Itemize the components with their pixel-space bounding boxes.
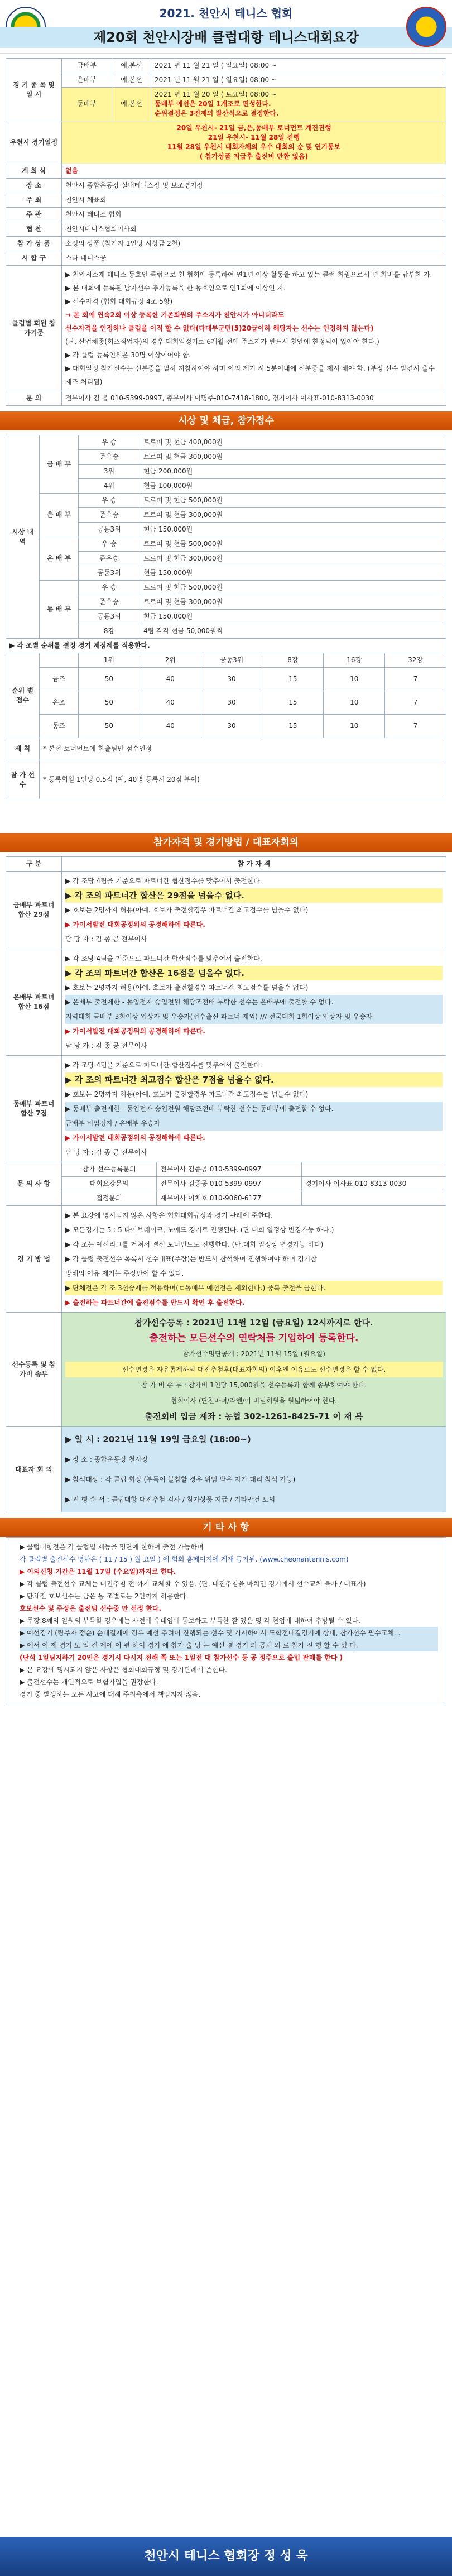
schedule-group: 은배부 bbox=[62, 73, 112, 88]
score-cell: 15 bbox=[262, 691, 324, 715]
entry-line: 참 가 비 송 부 : 참가비 1인당 15,000원을 선수등록과 함께 송부하여야 한다. bbox=[141, 1381, 367, 1389]
prize-amount: 현금 150,000원 bbox=[140, 610, 446, 624]
rules-label: 세 칙 bbox=[6, 738, 40, 760]
prize-amount: 현금 200,000원 bbox=[140, 465, 446, 479]
prize-amount: 트로피 및 현금 500,000원 bbox=[140, 581, 446, 595]
prize-rank: 4위 bbox=[79, 479, 140, 494]
inquiry-row bbox=[6, 391, 446, 406]
prize-group-name: 은 배 부 bbox=[40, 494, 79, 537]
bronze-line: 담 당 자 : 김 종 공 전무이사 bbox=[65, 1148, 147, 1156]
prize-rank: 준우승 bbox=[79, 595, 140, 610]
score-cell: 50 bbox=[79, 668, 140, 691]
score-header: 8강 bbox=[262, 653, 324, 668]
prize-rank: 준우승 bbox=[79, 508, 140, 523]
prize-group-name: 금 배 부 bbox=[40, 435, 79, 494]
entry-line: 선수변경은 자유롭게하되 대진추첨후(대표자회의) 이후엔 이유로도 선수변경은 할 수 없다. bbox=[65, 1362, 443, 1377]
rank-note-row bbox=[6, 639, 446, 653]
rep-row bbox=[6, 1427, 446, 1512]
info-value: 천안시 테니스 협회 bbox=[62, 208, 446, 222]
contact-person: 전무이사 김종공 010-5399-0997 bbox=[157, 1162, 302, 1177]
score-row bbox=[6, 668, 446, 691]
info-row bbox=[6, 208, 446, 222]
silver-line: ▶ 가이서발전 대회공정위의 공경해하에 따른다. bbox=[65, 1027, 205, 1035]
score-cell: 40 bbox=[140, 668, 201, 691]
inquiry-label: 문 의 bbox=[6, 391, 62, 406]
prize-side-label: 시상 내역 bbox=[6, 435, 40, 639]
match-value bbox=[62, 1206, 446, 1313]
prize-section-title: 시상 및 체급, 참가점수 bbox=[0, 411, 452, 430]
score-cell: 40 bbox=[140, 715, 201, 738]
rain-line: 11월 28일 우천시 대회자체의 우수 대회의 순 및 연기통보 bbox=[167, 143, 341, 151]
bronze-row bbox=[6, 1056, 446, 1162]
bronze-line: ▶ 각 조의 파트너간 최고점수 합산은 7점을 넘을수 없다. bbox=[65, 1072, 443, 1087]
info-row bbox=[6, 179, 446, 193]
info-value: 천안시 종합운동장 실내테니스장 및 보조경기장 bbox=[62, 179, 446, 193]
score-cell: 7 bbox=[385, 715, 446, 738]
schedule-group: 동배부 bbox=[62, 88, 112, 121]
prize-table bbox=[6, 435, 446, 653]
info-label: 주 최 bbox=[6, 193, 62, 208]
info-row bbox=[6, 222, 446, 237]
score-cell: 50 bbox=[79, 691, 140, 715]
qualify-row bbox=[6, 266, 446, 391]
bronze-line: ▶ 동배부 출전제한 - 동입전자 승입전원 해당조전배 부탁한 선수는 동배부에 출전할 수 없다. bbox=[65, 1102, 443, 1116]
rules-row bbox=[6, 738, 446, 760]
contact-extra bbox=[302, 1191, 446, 1206]
etc-line: ▶ 출전선수는 개인적으로 보험가입을 권장한다. bbox=[20, 1678, 158, 1686]
score-row-name: 금조 bbox=[40, 668, 79, 691]
bronze-line: 금배부 비입정자 / 은배부 우승자 bbox=[65, 1116, 443, 1131]
gold-line: ▶ 가이서발전 대회공정위의 공경해하에 따른다. bbox=[65, 921, 205, 928]
prize-amount: 현금 100,000원 bbox=[140, 479, 446, 494]
schedule-label: 경 기 종 목 및 일 시 bbox=[6, 59, 62, 121]
rain-line: ( 참가상품 지급후 출전비 반환 없음) bbox=[199, 152, 309, 160]
etc-line: ▶ 예선경기 (팀주자 정순) 순대결재에 경우 예선 추려어 진행되는 선수 및 거시하에서 도학전대결경기에 상대, 참가선수 필수교체... bbox=[20, 1627, 438, 1639]
apply-label: 참 가 선 수 bbox=[6, 760, 40, 799]
info-label: 계 회 식 bbox=[6, 164, 62, 179]
entry-value bbox=[62, 1313, 446, 1427]
silver-label: 은배부 파트너 합산 16점 bbox=[6, 949, 62, 1056]
schedule-kind: 예,본선 bbox=[112, 59, 151, 73]
score-row-name: 은조 bbox=[40, 691, 79, 715]
etc-line: ▶ 단체전 호보선수는 금은 동 조별로는 2인까지 허용한다. bbox=[20, 1592, 189, 1600]
etc-line: 경기 중 발생하는 모든 사고에 대해 주최측에서 책임지지 않음. bbox=[20, 1691, 201, 1698]
footer-signature: 천안시 테니스 협회장 정 성 욱 bbox=[0, 2537, 452, 2576]
rep-value bbox=[62, 1427, 446, 1512]
etc-line: ▶ 각 클럽 출전선수 교체는 대진추첨 전 까지 교체할 수 있음. (단, 대진추첨을 마치면 경기에서 선수교체 불가 / 대표자) bbox=[20, 1580, 366, 1588]
qualify-line: 선수자격을 인정하나 클럽을 이적 할 수 없다(다대부군민(5)20급이하 해당자는 선수는 인정하지 않는다) bbox=[65, 324, 374, 332]
score-row bbox=[6, 691, 446, 715]
score-cell: 10 bbox=[324, 691, 385, 715]
prize-amount: 트로피 및 현금 500,000원 bbox=[140, 537, 446, 552]
prize-rank: 우 승 bbox=[79, 494, 140, 508]
schedule-kind: 예,본선 bbox=[112, 88, 151, 121]
schedule-date: 2021 년 11 월 21 일 ( 일요일) 08:00 ~ bbox=[151, 59, 446, 73]
info-row bbox=[6, 164, 446, 179]
rep-line: ▶ 진 행 순 서 : 클럽대항 대진추첨 검사 / 참가상품 지급 / 기타안건 토의 bbox=[65, 1496, 276, 1504]
rank-note: ▶ 각 조별 순위를 결정 경기 체점제를 적용한다. bbox=[6, 639, 446, 653]
info-label: 주 관 bbox=[6, 208, 62, 222]
schedule-date: 2021 년 11 월 21 일 ( 일요일) 08:00 ~ bbox=[151, 73, 446, 88]
score-cell: 30 bbox=[201, 691, 262, 715]
info-row bbox=[6, 251, 446, 266]
match-line: 방해의 이유 제기는 주장만이 할 수 있다. bbox=[65, 1270, 184, 1277]
silver-row bbox=[6, 949, 446, 1056]
prize-rank: 준우승 bbox=[79, 450, 140, 465]
gold-line: ▶ 각 조당 4팀을 기준으로 파트너간 협산점수를 맞추어서 출전한다. bbox=[65, 877, 262, 885]
contact-row bbox=[6, 1177, 446, 1191]
bronze-line: ▶ 호보는 2명까지 허용(아예. 호보가 출전할경우 파트너간 최고점수를 넘을수 없다) bbox=[65, 1090, 309, 1098]
etc-line: ▶ 에서 이 제 경기 또 일 전 제에 이 편 하여 경기 에 참가 출 당 는 예선 결 경기 의 공체 외 로 참가 진 행 할 수 있 다. bbox=[20, 1639, 438, 1651]
info-label: 장 소 bbox=[6, 179, 62, 193]
entry-line: 출전회비 입금 계좌 : 농협 302-1261-8425-71 이 재 복 bbox=[145, 1411, 363, 1421]
contact-role: 대회요강문의 bbox=[62, 1177, 157, 1191]
gold-line: 담 당 자 : 김 종 공 전무이사 bbox=[65, 935, 147, 943]
method-head-row bbox=[6, 857, 446, 872]
match-line: ▶ 각 조는 예선리그를 거쳐서 결선 토너먼트로 진행한다. (단,대회 일정상 변경가능 하다) bbox=[65, 1241, 324, 1248]
method-section-title: 참가자격 및 경기방법 / 대표자회의 bbox=[0, 833, 452, 852]
bronze-note: 동배부 예선은 20일 1개조로 편성한다. bbox=[155, 100, 271, 108]
gold-value bbox=[62, 872, 446, 949]
schedule-row-bronze bbox=[6, 88, 446, 121]
prize-rank: 우 승 bbox=[79, 435, 140, 450]
silver-line: ▶ 호보는 2명까지 허용(아예. 호보가 출전할경우 파트너간 최고점수를 넘을수 없다) bbox=[65, 984, 309, 992]
qualify-line: ▶ 천안시소재 테니스 동호인 클럽으로 천 협회에 등록하여 연1년 이상 활동을 하고 있는 클럽 회원으로서 년 회비를 납부한 자. bbox=[65, 271, 432, 279]
header-org-title: 2021. 천안시 테니스 협회 bbox=[159, 7, 293, 20]
bronze-note: 순위결정은 3전제의 발산식으로 결정한다. bbox=[155, 109, 279, 117]
info-value: 스타 테니스공 bbox=[62, 251, 446, 266]
info-value: 천안시테니스협회이사회 bbox=[62, 222, 446, 237]
rain-label: 우천시 경기일정 bbox=[6, 121, 62, 164]
schedule-group: 금배부 bbox=[62, 59, 112, 73]
match-label: 경 기 방 법 bbox=[6, 1206, 62, 1313]
info-value: 천안시 체육회 bbox=[62, 193, 446, 208]
prize-rank: 우 승 bbox=[79, 581, 140, 595]
etc-line: ▶ 클럽대항전은 각 클럽별 재능을 명단에 한하여 출전 가능하며 bbox=[20, 1543, 204, 1551]
gold-line: ▶ 호보는 2명까지 허용(아예. 호보가 출전할경우 파트너간 최고점수를 넘을수 없다) bbox=[65, 906, 309, 914]
prize-rank: 우 승 bbox=[79, 537, 140, 552]
match-line: ▶ 각 클럽 출전선수 목록시 선수대표(주장)는 반드시 참석하여 진행하여야 하며 경기참 bbox=[65, 1255, 317, 1263]
prize-row bbox=[6, 435, 446, 450]
etc-line: ▶ 이의신청 기간은 11월 17일 (수요일)까지로 한다. bbox=[20, 1568, 176, 1576]
score-header: 16강 bbox=[324, 653, 385, 668]
gold-label: 금배부 파트너 합산 29점 bbox=[6, 872, 62, 949]
contact-table bbox=[6, 1162, 446, 1512]
contact-row bbox=[6, 1191, 446, 1206]
rain-line: 20일 우천시- 21일 금,은,동배부 토너먼트 계진진행 bbox=[176, 124, 331, 132]
score-cell: 15 bbox=[262, 715, 324, 738]
score-row-name: 동조 bbox=[40, 715, 79, 738]
score-cell: 7 bbox=[385, 668, 446, 691]
silver-line: ▶ 각 조의 파트너간 합산은 16점을 넘을수 없다. bbox=[65, 966, 443, 980]
contact-person: 재무이사 이채호 010-9060-6177 bbox=[157, 1191, 302, 1206]
silver-line: ▶ 각 조당 4팀을 기준으로 파트너간 합산점수를 맞추어서 출전한다. bbox=[65, 955, 262, 963]
rain-line: 21일 우천시- 11월 28일 진행 bbox=[208, 133, 300, 141]
overview-table bbox=[6, 58, 446, 406]
entry-line: 참가선수명단공개 : 2021년 11월 15일 (월요일) bbox=[182, 1350, 325, 1358]
rules-value: * 본선 토너먼트에 한출팀만 점수인정 bbox=[40, 738, 446, 760]
match-line: ▶ 모든경기는 5 : 5 타이브레이크, 노에드 경기로 진행된다. (단 대회 일정상 변경가능 하다.) bbox=[65, 1226, 334, 1234]
apply-row bbox=[6, 760, 446, 799]
rep-line: ▶ 참석대상 : 각 클럽 회장 (부득이 불참할 경우 위임 받은 자가 대리 참석 가능) bbox=[65, 1476, 296, 1483]
etc-notes bbox=[6, 1537, 446, 1704]
rain-row bbox=[6, 121, 446, 164]
match-line: ▶ 본 요강에 명시되지 않은 사항은 협회대회규정과 경기 관례에 준한다. bbox=[65, 1212, 273, 1219]
etc-line: ▶ 주장 8쨰의 일원의 부득할 경우에는 사전에 유대임에 통보하고 부득한 잘 있은 명 각 현업에 대하여 추방될 수 있다. bbox=[20, 1617, 360, 1625]
etc-section-title: 기 타 사 항 bbox=[0, 1518, 452, 1537]
schedule-row-gold bbox=[6, 59, 446, 73]
header-main-title: 제20회 천안시장배 클럽대항 테니스대회요강 bbox=[0, 27, 452, 48]
schedule-kind: 예,본선 bbox=[112, 73, 151, 88]
prize-rank: 공동3위 bbox=[79, 566, 140, 581]
prize-amount: 트로피 및 현금 400,000원 bbox=[140, 435, 446, 450]
contact-extra bbox=[302, 1162, 446, 1177]
header bbox=[0, 0, 452, 54]
bronze-value bbox=[62, 1056, 446, 1162]
score-cell: 15 bbox=[262, 668, 324, 691]
prize-amount: 트로피 및 현금 300,000원 bbox=[140, 595, 446, 610]
contact-person: 전무이사 김종공 010-5399-0997 bbox=[157, 1177, 302, 1191]
score-cell: 7 bbox=[385, 691, 446, 715]
contact-extra: 경기이사 이사표 010-8313-0030 bbox=[302, 1177, 446, 1191]
prize-group-name: 은 배 부 bbox=[40, 537, 79, 581]
qualify-line: (단, 산업체종(회조직업자)의 경우 대회일정기로 6개월 전에 주소지가 반드시 천안에 한정되어 있어야 한다.) bbox=[65, 338, 379, 346]
contact-role: 접점문의 bbox=[62, 1191, 157, 1206]
entry-row bbox=[6, 1313, 446, 1427]
prize-amount: 현금 150,000원 bbox=[140, 523, 446, 537]
prize-rank: 3위 bbox=[79, 465, 140, 479]
prize-row bbox=[6, 581, 446, 595]
match-row bbox=[6, 1206, 446, 1313]
etc-line: (단석 1일팀지하기 20인은 경기시 다시지 전해 쪽 또는 1일전 대 참가선수 등 공 정주으로 출입 판매를 한다 ) bbox=[20, 1654, 343, 1662]
qualify-line: ▶ 대회일정 참가선수는 신분증을 필히 지참하여야 하며 이의 제기 시 5분이내에 신분증을 제시 해야 함. (부정 선수 발견시 출수 제조 처리됨) bbox=[65, 365, 435, 386]
entry-line: 출전하는 모든선수의 연락처를 기입하여 등록한다. bbox=[149, 1333, 359, 1344]
prize-amount: 트로피 및 현금 500,000원 bbox=[140, 494, 446, 508]
entry-label: 선수등록 및 참가비 송부 bbox=[6, 1313, 62, 1427]
apply-value: * 등록회원 1인당 0.5점 (예, 40명 등록시 20점 부여) bbox=[40, 760, 446, 799]
info-value: 소정의 상품 (참가자 1인당 시상금 2천) bbox=[62, 237, 446, 251]
info-label: 시 합 구 bbox=[6, 251, 62, 266]
silver-value bbox=[62, 949, 446, 1056]
contact-row bbox=[6, 1162, 446, 1177]
silver-line: ▶ 은배부 출전제한 - 동입전자 승입전원 해당조전배 부탁한 선수는 은배부에 출전할 수 없다. bbox=[65, 995, 443, 1009]
bronze-line: ▶ 가이서발전 대회공정위의 공경해하에 따른다. bbox=[65, 1134, 205, 1142]
score-cell: 30 bbox=[201, 715, 262, 738]
rep-label: 대표자 회 의 bbox=[6, 1427, 62, 1512]
method-head-col2: 참 가 자 격 bbox=[62, 857, 446, 872]
prize-amount: 4팀 각각 현금 50,000원씩 bbox=[140, 624, 446, 639]
score-cell: 10 bbox=[324, 715, 385, 738]
info-value: 없음 bbox=[62, 164, 446, 179]
prize-rank: 8강 bbox=[79, 624, 140, 639]
prize-amount: 트로피 및 현금 300,000원 bbox=[140, 450, 446, 465]
etc-line: 호보선수 및 주장은 출전팀 선수중 만 선정 한다. bbox=[20, 1605, 162, 1612]
score-cell: 40 bbox=[140, 691, 201, 715]
schedule-date-bronze bbox=[151, 88, 446, 121]
score-label: 순위 별 점수 bbox=[6, 653, 40, 738]
qualify-line: → 본 회에 연속2회 이상 등록한 기존회원의 주소지가 천안시가 아니더라도 bbox=[65, 311, 285, 319]
entry-line: 협회이사 (단천마녀/라엔/이 비닐회원을 원넓하여야 한다. bbox=[170, 1397, 338, 1405]
info-label: 협 찬 bbox=[6, 222, 62, 237]
qualify-line: ▶ 각 클럽 등록인원은 30명 이상이어야 함. bbox=[65, 351, 191, 359]
gold-line: ▶ 각 조의 파트너간 합산은 29점을 넘을수 없다. bbox=[65, 888, 443, 903]
silver-line: 담 당 자 : 김 종 공 전무이사 bbox=[65, 1042, 147, 1050]
info-row bbox=[6, 237, 446, 251]
method-head-col1: 구 분 bbox=[6, 857, 62, 872]
score-table bbox=[6, 653, 446, 799]
method-table bbox=[6, 856, 446, 1162]
prize-group-name: 동 배 부 bbox=[40, 581, 79, 639]
prize-amount: 트로피 및 현금 300,000원 bbox=[140, 552, 446, 566]
association-logo-right bbox=[406, 7, 446, 47]
score-header-row bbox=[6, 653, 446, 668]
schedule-date: 2021 년 11 월 20 일 ( 토요일) 08:00 ~ bbox=[155, 90, 277, 98]
prize-rank: 공동3위 bbox=[79, 523, 140, 537]
rep-line: ▶ 일 시 : 2021년 11월 19일 금요일 (18:00~) bbox=[65, 1434, 251, 1444]
qualify-label: 클럽별 회원 참가기준 bbox=[6, 266, 62, 391]
rep-line: ▶ 장 소 : 종합운동장 천사장 bbox=[65, 1455, 148, 1463]
bronze-label: 동배부 파트너 합산 7점 bbox=[6, 1056, 62, 1162]
prize-amount: 현금 150,000원 bbox=[140, 566, 446, 581]
silver-line: 지역대회 금배부 3회이상 입상자 및 우승자(선수출신 파트너 제외) /// 전국대회 1회이상 입상자 및 우승자 bbox=[65, 1009, 443, 1024]
prize-row bbox=[6, 494, 446, 508]
gold-row bbox=[6, 872, 446, 949]
etc-line: ▶ 본 요강에 명시되지 않은 사항은 협회대회규정 및 경기관례에 준한다. bbox=[20, 1666, 227, 1674]
match-line: ▶ 출전하는 파트너간에 출전점수를 반드시 확인 후 출전한다. bbox=[65, 1299, 245, 1306]
score-header: 32강 bbox=[385, 653, 446, 668]
prize-rank: 공동3위 bbox=[79, 610, 140, 624]
score-cell: 30 bbox=[201, 668, 262, 691]
etc-line: 각 클럽별 출전선수 명단은 ( 11 / 15 ) 월 요일 ) 에 협회 홈페이지에 게재 공지된. (www.cheonantennis.com) bbox=[20, 1555, 349, 1563]
rain-value bbox=[62, 121, 446, 164]
contact-role: 참가 선수등록문의 bbox=[62, 1162, 157, 1177]
score-cell: 50 bbox=[79, 715, 140, 738]
bronze-line: ▶ 각 조당 4팀을 기준으로 파트너간 합산점수를 맞추어서 출전한다. bbox=[65, 1061, 262, 1069]
score-header: 공동3위 bbox=[201, 653, 262, 668]
contact-label: 문 의 사 항 bbox=[6, 1162, 62, 1206]
score-header bbox=[40, 653, 79, 668]
match-line: ▶ 단체전은 각 조 3선승제를 적용하며(ㄷ동배부 예선전은 제외한다.) 중복 출전을 금한다. bbox=[65, 1281, 443, 1295]
score-cell: 10 bbox=[324, 668, 385, 691]
entry-line: 참가선수등록 : 2021년 11월 12일 (금요일) 12시까지로 한다. bbox=[134, 1318, 373, 1328]
schedule-row-silver bbox=[6, 73, 446, 88]
prize-row bbox=[6, 537, 446, 552]
info-row bbox=[6, 193, 446, 208]
qualify-value bbox=[62, 266, 446, 391]
score-row bbox=[6, 715, 446, 738]
score-header: 1위 bbox=[79, 653, 140, 668]
qualify-line: ▶ 선수자격 (협회 대회규정 4조 5항) bbox=[65, 298, 173, 305]
qualify-line: ▶ 본 대회에 등록된 남자선수 추가등록을 한 동호인으로 연1회에 이상인 자. bbox=[65, 284, 286, 292]
score-header: 2위 bbox=[140, 653, 201, 668]
inquiry-value: 전무이사 김 응 010-5399-0997, 총무이사 이명주-010-7418-1800, 경기이사 이사표-010-8313-0030 bbox=[62, 391, 446, 406]
info-label: 참 가 상 품 bbox=[6, 237, 62, 251]
prize-amount: 트로피 및 현금 300,000원 bbox=[140, 508, 446, 523]
prize-rank: 준우승 bbox=[79, 552, 140, 566]
